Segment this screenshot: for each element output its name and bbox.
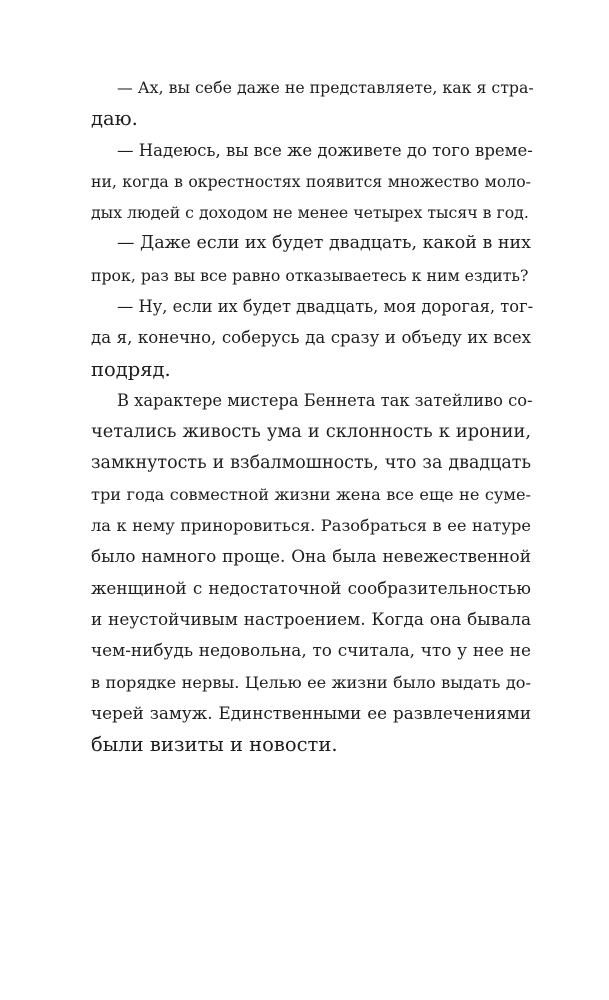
text-line: В характере мистера Беннета так затейливо со- (117, 390, 533, 410)
text-line: и неустойчивым настроением. Когда она бывала (91, 609, 531, 630)
text-line: замкнутость и взбалмошность, что за двадцать (91, 452, 531, 473)
page-text (91, 72, 534, 761)
text-line: было намного проще. Она была невежественной (91, 546, 531, 567)
text-line: да я, конечно, соберусь да сразу и объеду их всех (91, 328, 531, 348)
text-line: женщиной с недостаточной сообразительностью (91, 577, 531, 598)
text-line: прок, раз вы все равно отказываетесь к ним ездить? (91, 265, 529, 285)
text-line: черей замуж. Единственными ее развлечениями (91, 702, 531, 723)
text-line: — Ну, если их будет двадцать, моя дорогая, тог- (117, 297, 534, 317)
text-line: — Даже если их будет двадцать, какой в них (117, 233, 531, 254)
text-line: — Надеюсь, вы все же доживете до того време- (117, 140, 533, 160)
text-line: в порядке нервы. Целью ее жизни было выдать до- (91, 672, 531, 692)
text-line: — Ах, вы себе даже не представляете, как я стра- (117, 78, 534, 97)
text-line: подряд. (91, 357, 171, 381)
text-line: даю. (91, 107, 138, 131)
text-line: четались живость ума и склонность к иронии, (91, 421, 531, 443)
text-line: чем-нибудь недовольна, то считала, что у нее не (91, 640, 531, 661)
text-line: три года совместной жизни жена все еще не суме- (91, 484, 531, 504)
text-line: дых людей с доходом не менее четырех тысяч в год. (91, 203, 529, 223)
text-line: были визиты и новости. (91, 733, 338, 757)
text-line: ни, когда в окрестностях появится множество моло- (91, 171, 531, 191)
text-line: ла к нему приноровиться. Разобраться в ее натуре (91, 516, 531, 536)
